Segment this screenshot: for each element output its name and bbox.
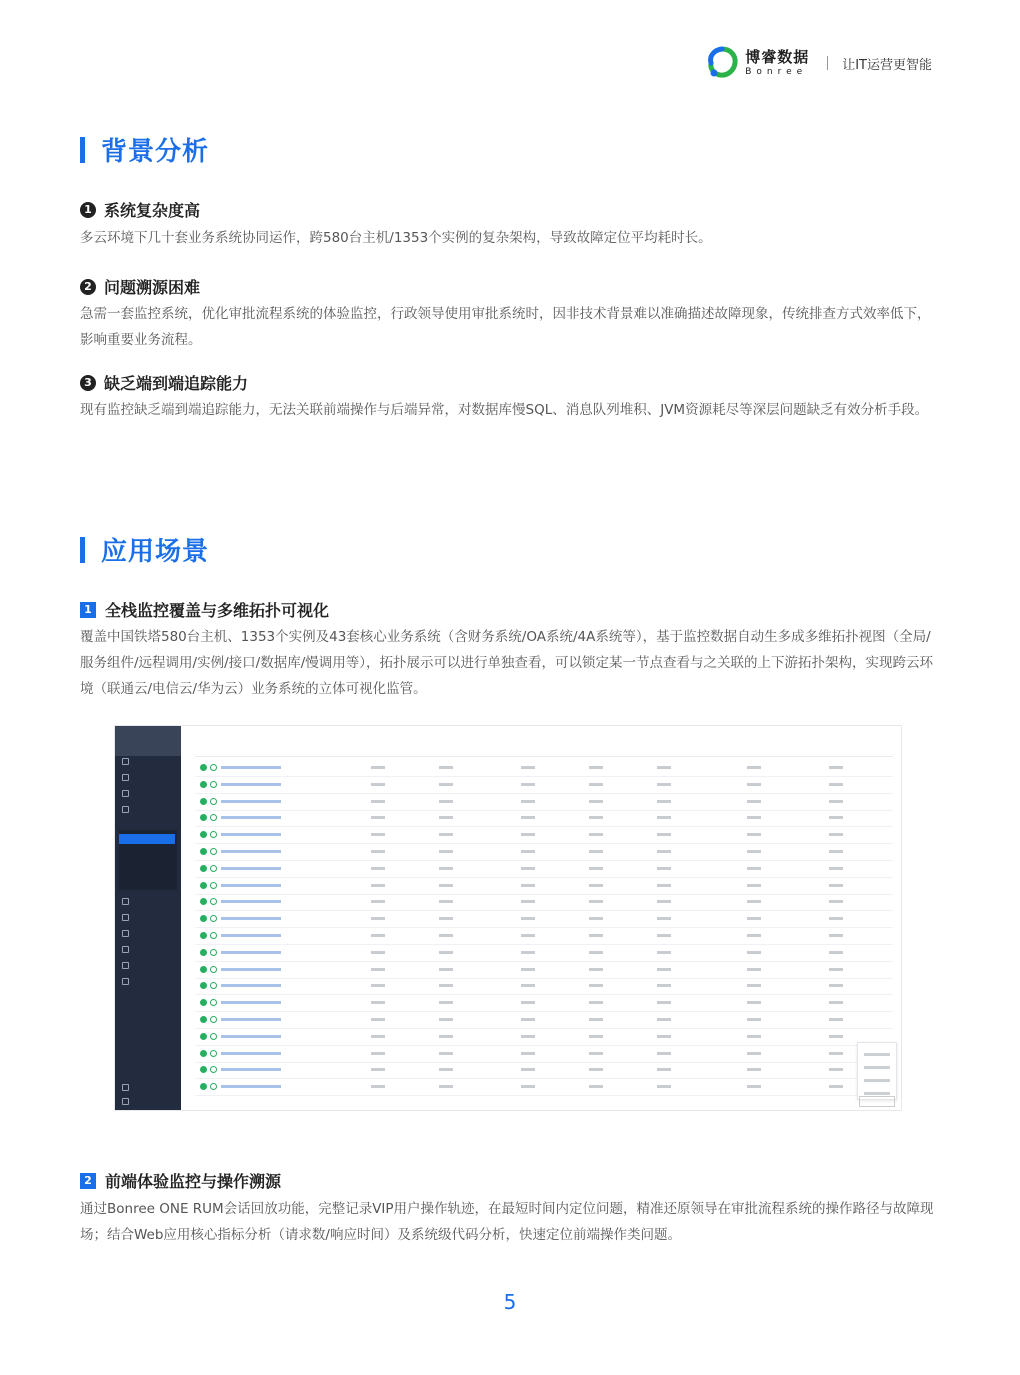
nav-item <box>119 772 177 782</box>
screenshot-table-row <box>195 1012 893 1029</box>
brand-en: Bonree <box>745 67 808 77</box>
paragraph: 现有监控缺乏端到端追踪能力，无法关联前端操作与后端异常，对数据库慢SQL、消息队列堆积、JVM资源耗尽等深层问题缺乏有效分析手段。 <box>80 402 929 418</box>
subhead-fullstack <box>80 598 329 621</box>
monitoring-screenshot <box>114 725 902 1111</box>
screenshot-sidebar-top <box>115 726 181 756</box>
nav-item <box>119 788 177 798</box>
page-number: 5 <box>503 1290 517 1314</box>
subhead-text: 全栈监控覆盖与多维拓扑可视化 <box>105 601 330 620</box>
section-title-background <box>80 131 209 168</box>
screenshot-table-row <box>195 911 893 928</box>
nav-item <box>119 804 177 814</box>
nav-item <box>119 960 177 970</box>
screenshot-table-row <box>195 777 893 794</box>
nav-item <box>119 1082 177 1092</box>
screenshot-table-header <box>195 744 893 757</box>
section-title-text: 应用场景 <box>101 537 210 567</box>
subhead-frontend <box>80 1169 281 1192</box>
number-badge: 1 <box>80 202 96 218</box>
screenshot-table-row <box>195 978 893 995</box>
brand-name <box>745 48 809 78</box>
nav-item <box>119 756 177 766</box>
paragraph: 急需一套监控系统，优化审批流程系统的体验监控，行政领导使用审批系统时，因非技术背景难以准确描述故障现象，传统排查方式效率低下，影响重要业务流程。 <box>80 306 931 348</box>
nav-active-item <box>119 834 175 844</box>
number-badge: 1 <box>80 602 96 618</box>
screenshot-pager <box>859 1096 895 1107</box>
screenshot-table-row <box>195 945 893 962</box>
screenshot-table-row <box>195 1029 893 1046</box>
number-badge: 2 <box>80 279 96 295</box>
nav-item <box>119 928 177 938</box>
subhead-text: 前端体验监控与操作溯源 <box>105 1172 282 1191</box>
screenshot-table-row <box>195 844 893 861</box>
subhead-text: 系统复杂度高 <box>104 201 201 220</box>
subhead-text: 缺乏端到端追踪能力 <box>104 374 249 393</box>
nav-item <box>119 976 177 986</box>
screenshot-table-row <box>195 1046 893 1063</box>
page-header <box>705 46 932 80</box>
paragraph: 多云环境下几十套业务系统协同运作，跨580台主机/1353个实例的复杂架构，导致故障定位平均耗时长。 <box>80 230 712 246</box>
screenshot-table-area <box>185 726 901 1110</box>
nav-item <box>119 1096 177 1106</box>
screenshot-table-row <box>195 995 893 1012</box>
bonree-logo-icon <box>705 46 739 80</box>
nav-item <box>119 896 177 906</box>
screenshot-table-row <box>195 760 893 777</box>
screenshot-table-row <box>195 962 893 979</box>
subhead-end-to-end <box>80 371 248 394</box>
screenshot-table-row <box>195 1079 893 1096</box>
number-badge: 2 <box>80 1173 96 1189</box>
nav-item <box>119 944 177 954</box>
slogan: 让IT运营更智能 <box>842 57 932 73</box>
header-divider <box>827 56 828 70</box>
brand-cn: 博睿数据 <box>745 48 810 66</box>
screenshot-table-row <box>195 794 893 811</box>
section-title-scenarios <box>80 531 209 568</box>
screenshot-table-row <box>195 827 893 844</box>
subhead-tracing-difficulty <box>80 275 200 298</box>
nav-item <box>119 912 177 922</box>
subhead-complexity <box>80 198 200 221</box>
screenshot-table-row <box>195 810 893 827</box>
screenshot-popup <box>857 1042 897 1100</box>
paragraph: 覆盖中国铁塔580台主机、1353个实例及43套核心业务系统（含财务系统/OA系统/4A系统等），基于监控数据自动生多成多维拓扑视图（全局/服务组件/远程调用/实例/接口/数据库/慢调用等），拓扑展示可以进行单独查看，可以锁定某一节点查看与之关联的上下游拓扑架构，实现跨云环境（联通云/电信云/华为云）业务系统的立体可视化监管。 <box>80 629 933 697</box>
screenshot-sidebar <box>115 726 181 1110</box>
screenshot-table-row <box>195 1062 893 1079</box>
paragraph: 通过Bonree ONE RUM会话回放功能，完整记录VIP用户操作轨迹，在最短时间内定位问题，精准还原领导在审批流程系统的操作路径与故障现场；结合Web应用核心指标分析（请求数/响应时间）及系统级代码分析，快速定位前端操作类问题。 <box>80 1201 934 1243</box>
section-bar <box>80 537 85 563</box>
subhead-text: 问题溯源困难 <box>104 278 201 297</box>
screenshot-table-row <box>195 928 893 945</box>
section-title-text: 背景分析 <box>101 137 210 167</box>
screenshot-table-row <box>195 861 893 878</box>
number-badge: 3 <box>80 375 96 391</box>
screenshot-table-row <box>195 894 893 911</box>
screenshot-table-row <box>195 878 893 895</box>
section-bar <box>80 137 85 163</box>
